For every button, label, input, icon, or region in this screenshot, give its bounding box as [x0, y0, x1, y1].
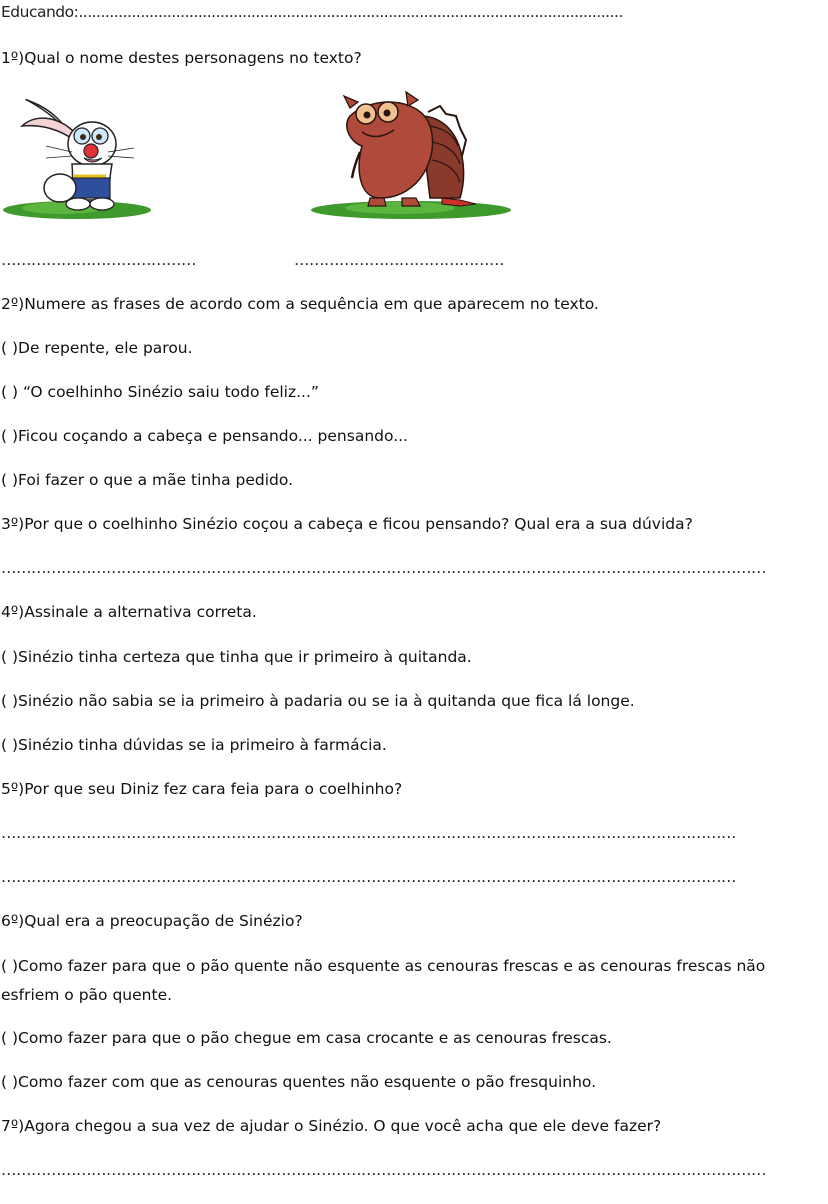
- q5-answer-line-2[interactable]: …………………………………………………………………………………………………………………………………: [1, 868, 736, 886]
- q2-item-1[interactable]: ( )De repente, ele parou.: [1, 339, 193, 357]
- q6-option-3[interactable]: ( )Como fazer com que as cenouras quentes não esquente o pão fresquinho.: [1, 1073, 597, 1091]
- question-4: 4º)Assinale a alternativa correta.: [1, 603, 257, 621]
- q3-answer-line[interactable]: ………………………………………………………………………………………………………………………………………: [1, 559, 766, 577]
- q2-item-4[interactable]: ( )Foi fazer o que a mãe tinha pedido.: [1, 471, 294, 489]
- q6-option-1[interactable]: ( )Como fazer para que o pão quente não esquente as cenouras frescas e as cenouras frescas não esfriem o pão quente.: [1, 957, 766, 1004]
- question-3: 3º)Por que o coelhinho Sinézio coçou a cabeça e ficou pensando? Qual era a sua dúvida?: [1, 515, 693, 533]
- question-5: 5º)Por que seu Diniz fez cara feia para o coelhinho?: [1, 780, 403, 798]
- q4-option-3[interactable]: ( )Sinézio tinha dúvidas se ia primeiro à farmácia.: [1, 736, 387, 754]
- question-6: 6º)Qual era a preocupação de Sinézio?: [1, 912, 303, 930]
- q2-item-2[interactable]: ( ) “O coelhinho Sinézio saiu todo feliz...”: [1, 383, 319, 401]
- q7-answer-line[interactable]: ………………………………………………………………………………………………………………………………………: [1, 1161, 766, 1179]
- q4-option-2[interactable]: ( )Sinézio não sabia se ia primeiro à padaria ou se ia à quitanda que fica lá longe.: [1, 692, 635, 710]
- q2-item-3[interactable]: ( )Ficou coçando a cabeça e pensando... pensando...: [1, 427, 408, 445]
- q5-answer-line-1[interactable]: …………………………………………………………………………………………………………………………………: [1, 824, 736, 842]
- rabbit-icon: [2, 96, 152, 220]
- answer-line-character-1[interactable]: …………………………………: [1, 251, 196, 269]
- question-7: 7º)Agora chegou a sua vez de ajudar o Sinézio. O que você acha que ele deve fazer?: [1, 1117, 662, 1135]
- armadillo-icon: [310, 86, 512, 220]
- question-2: 2º)Numere as frases de acordo com a sequência em que aparecem no texto.: [1, 295, 599, 313]
- q4-option-1[interactable]: ( )Sinézio tinha certeza que tinha que ir primeiro à quitanda.: [1, 648, 472, 666]
- q6-option-2[interactable]: ( )Como fazer para que o pão chegue em casa crocante e as cenouras frescas.: [1, 1029, 612, 1047]
- question-1: 1º)Qual o nome destes personagens no texto?: [1, 49, 362, 67]
- answer-line-character-2[interactable]: ……………………………………: [294, 251, 504, 269]
- educando-line[interactable]: Educando:...........................................................................................................................: [1, 3, 623, 21]
